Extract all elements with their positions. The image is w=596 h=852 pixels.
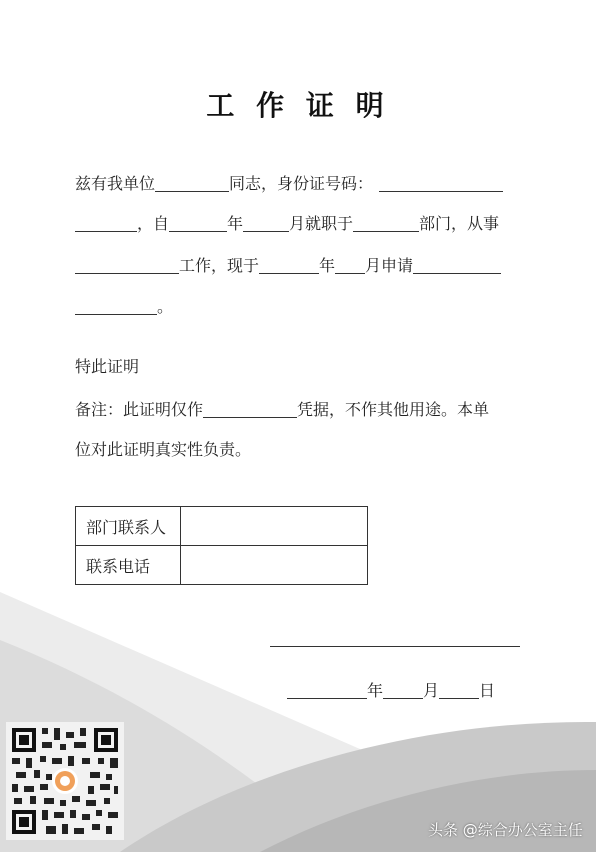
- date-line: [287, 681, 495, 701]
- contact-phone-value-cell[interactable]: [181, 546, 368, 585]
- body-line-2: [75, 214, 499, 234]
- text-segment: 同志，身份证号码：: [229, 174, 374, 193]
- text-segment: 年: [227, 214, 244, 233]
- certify-text: 特此证明: [75, 357, 140, 376]
- body-line-4: [75, 297, 173, 317]
- note-line-1: [75, 400, 489, 420]
- blank-usage-field[interactable]: [203, 401, 297, 418]
- blank-work-field[interactable]: [75, 257, 179, 274]
- table-row: [76, 507, 368, 546]
- text-segment: 日: [479, 681, 496, 700]
- body-line-1: [75, 174, 503, 194]
- text-segment: 兹有我单位: [75, 174, 156, 193]
- blank-department-field[interactable]: [353, 215, 419, 232]
- blank-apply-month-field[interactable]: [335, 257, 365, 274]
- body-line-3: [75, 256, 501, 276]
- blank-purpose-field[interactable]: [413, 257, 501, 274]
- contact-table: [75, 506, 368, 585]
- text-segment: 月申请: [365, 256, 414, 275]
- note-line-2: 位对此证明真实性负责。: [75, 440, 252, 459]
- blank-sign-day-field[interactable]: [439, 682, 479, 699]
- blank-start-year-field[interactable]: [169, 215, 227, 232]
- blank-id-field[interactable]: [379, 175, 503, 192]
- blank-purpose-field-continued[interactable]: [75, 298, 157, 315]
- blank-id-field-continued[interactable]: [75, 215, 137, 232]
- blank-apply-year-field[interactable]: [259, 257, 319, 274]
- text-segment: 月: [423, 681, 440, 700]
- text-segment: 备注：此证明仅作: [75, 400, 204, 419]
- text-segment: 。: [157, 297, 174, 316]
- text-segment: 年: [319, 256, 336, 275]
- text-segment: ，自: [137, 214, 170, 233]
- contact-phone-label: 联系电话: [76, 546, 181, 585]
- qr-code-icon: [6, 722, 124, 840]
- department-contact-label: 部门联系人: [76, 507, 181, 546]
- text-segment: 月就职于: [289, 214, 354, 233]
- text-segment: 工作，现于: [179, 256, 260, 275]
- text-segment: 部门，从事: [419, 214, 500, 233]
- text-segment: 年: [367, 681, 384, 700]
- watermark-text: 头条 @综合办公室主任: [428, 821, 583, 839]
- page-title: 工 作 证 明: [206, 89, 390, 122]
- blank-sign-year-field[interactable]: [287, 682, 367, 699]
- text-segment: 凭据，不作其他用途。本单: [297, 400, 490, 419]
- table-row: [76, 546, 368, 585]
- department-contact-value-cell[interactable]: [181, 507, 368, 546]
- blank-sign-month-field[interactable]: [383, 682, 423, 699]
- blank-start-month-field[interactable]: [243, 215, 289, 232]
- signature-line[interactable]: [270, 646, 520, 647]
- blank-name-field[interactable]: [155, 175, 229, 192]
